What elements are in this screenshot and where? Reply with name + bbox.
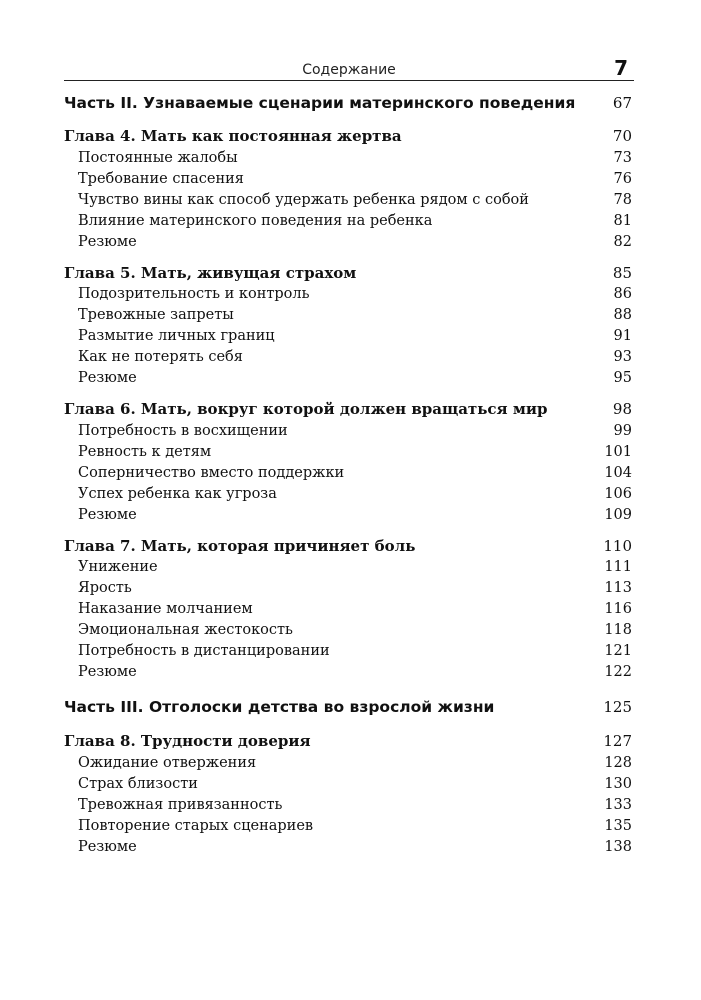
toc-page-number: 93	[613, 349, 632, 365]
toc-section-entry	[64, 818, 632, 834]
toc-section-entry	[64, 286, 632, 302]
toc-section-title: Унижение	[78, 559, 158, 575]
toc-section-title: Резюме	[78, 507, 137, 523]
toc-section-title: Потребность в восхищении	[78, 423, 288, 439]
toc-page-number: 95	[613, 370, 632, 386]
toc-part-title: Часть III. Отголоски детства во взрослой жизни	[64, 698, 495, 716]
toc-section-title: Наказание молчанием	[78, 601, 253, 617]
toc-section-entry	[64, 171, 632, 187]
toc-section-title: Страх близости	[78, 776, 198, 792]
toc-section-entry	[64, 797, 632, 813]
toc-chapter-entry	[64, 732, 632, 750]
toc-section-entry	[64, 328, 632, 344]
toc-page-number: 130	[604, 776, 632, 792]
toc-chapter-entry	[64, 127, 632, 145]
toc-section-title: Резюме	[78, 839, 137, 855]
toc-page-number: 67	[612, 94, 632, 112]
toc-chapter-title: Глава 8. Трудности доверия	[64, 732, 311, 750]
toc-section-title: Ожидание отвержения	[78, 755, 257, 771]
toc-page-number: 104	[604, 465, 632, 481]
toc-page-number: 116	[604, 601, 632, 617]
toc-section-entry	[64, 776, 632, 792]
toc-section-entry	[64, 150, 632, 166]
toc-page-number: 76	[613, 171, 632, 187]
toc-section-title: Подозрительность и контроль	[78, 286, 310, 302]
toc-section-entry	[64, 192, 632, 208]
toc-chapter-entry	[64, 400, 632, 418]
toc-page-number: 78	[613, 192, 632, 208]
toc-page-number: 111	[604, 559, 632, 575]
toc-part-entry	[64, 698, 632, 716]
toc-chapter-title: Глава 7. Мать, которая причиняет боль	[64, 537, 416, 555]
toc-section-entry	[64, 664, 632, 680]
toc-page-number: 98	[612, 400, 632, 418]
toc-section-entry	[64, 234, 632, 250]
toc-section-title: Требование спасения	[78, 171, 244, 187]
toc-page-number: 133	[604, 797, 632, 813]
page-number: 7	[614, 56, 628, 80]
toc-part-title: Часть II. Узнаваемые сценарии материнского поведения	[64, 94, 576, 112]
toc-section-entry	[64, 755, 632, 771]
toc-page-number: 70	[612, 127, 632, 145]
toc-section-title: Эмоциональная жестокость	[78, 622, 293, 638]
toc-page-number: 122	[604, 664, 632, 680]
toc-section-title: Влияние материнского поведения на ребенка	[78, 213, 433, 229]
toc-page-number: 125	[603, 698, 632, 716]
toc-section-entry	[64, 307, 632, 323]
toc-page-number: 135	[604, 818, 632, 834]
toc-page-number: 106	[604, 486, 632, 502]
page-header	[64, 56, 634, 82]
toc-section-title: Ярость	[78, 580, 132, 596]
toc-section-entry	[64, 423, 632, 439]
toc-chapter-entry	[64, 264, 632, 282]
toc-section-title: Тревожная привязанность	[78, 797, 283, 813]
toc-section-title: Успех ребенка как угроза	[78, 486, 277, 502]
toc-section-entry	[64, 622, 632, 638]
toc-section-entry	[64, 580, 632, 596]
toc-page-number: 138	[604, 839, 632, 855]
toc-page-number: 113	[604, 580, 632, 596]
toc-section-title: Чувство вины как способ удержать ребенка рядом с собой	[78, 192, 529, 208]
toc-page-number: 110	[603, 537, 632, 555]
toc-section-title: Ревность к детям	[78, 444, 212, 460]
toc-page-number: 109	[604, 507, 632, 523]
toc-section-title: Соперничество вместо поддержки	[78, 465, 345, 481]
toc-section-title: Постоянные жалобы	[78, 150, 238, 166]
toc-page-number: 86	[613, 286, 632, 302]
toc-section-title: Повторение старых сценариев	[78, 818, 314, 834]
toc-page-number: 118	[604, 622, 632, 638]
toc-part-entry	[64, 94, 632, 112]
toc-section-entry	[64, 349, 632, 365]
toc-section-title: Резюме	[78, 234, 137, 250]
toc-section-entry	[64, 559, 632, 575]
toc-section-title: Резюме	[78, 370, 137, 386]
toc-page-number: 88	[613, 307, 632, 323]
toc-chapter-title: Глава 4. Мать как постоянная жертва	[64, 127, 402, 145]
toc-section-entry	[64, 444, 632, 460]
toc-section-entry	[64, 839, 632, 855]
toc-page-number: 127	[603, 732, 632, 750]
toc-section-title: Тревожные запреты	[78, 307, 234, 323]
toc-section-title: Потребность в дистанцировании	[78, 643, 330, 659]
toc-section-entry	[64, 465, 632, 481]
toc-section-title: Резюме	[78, 664, 137, 680]
toc-page-number: 91	[613, 328, 632, 344]
toc-chapter-entry	[64, 537, 632, 555]
toc-page-number: 99	[613, 423, 632, 439]
toc-section-title: Как не потерять себя	[78, 349, 243, 365]
toc-section-entry	[64, 643, 632, 659]
header-rule	[64, 80, 634, 81]
toc-page-number: 81	[613, 213, 632, 229]
toc-page-number: 82	[613, 234, 632, 250]
toc-section-entry	[64, 507, 632, 523]
toc-chapter-title: Глава 5. Мать, живущая страхом	[64, 264, 357, 282]
toc-page-number: 101	[604, 444, 632, 460]
toc-page-number: 73	[613, 150, 632, 166]
toc-section-entry	[64, 370, 632, 386]
toc-page-number: 128	[604, 755, 632, 771]
toc-section-entry	[64, 601, 632, 617]
running-title: Содержание	[302, 62, 396, 78]
toc-page-number: 85	[612, 264, 632, 282]
toc-section-title: Размытие личных границ	[78, 328, 275, 344]
toc-chapter-title: Глава 6. Мать, вокруг которой должен вращаться мир	[64, 400, 548, 418]
toc-section-entry	[64, 486, 632, 502]
toc-page-number: 121	[604, 643, 632, 659]
toc-section-entry	[64, 213, 632, 229]
